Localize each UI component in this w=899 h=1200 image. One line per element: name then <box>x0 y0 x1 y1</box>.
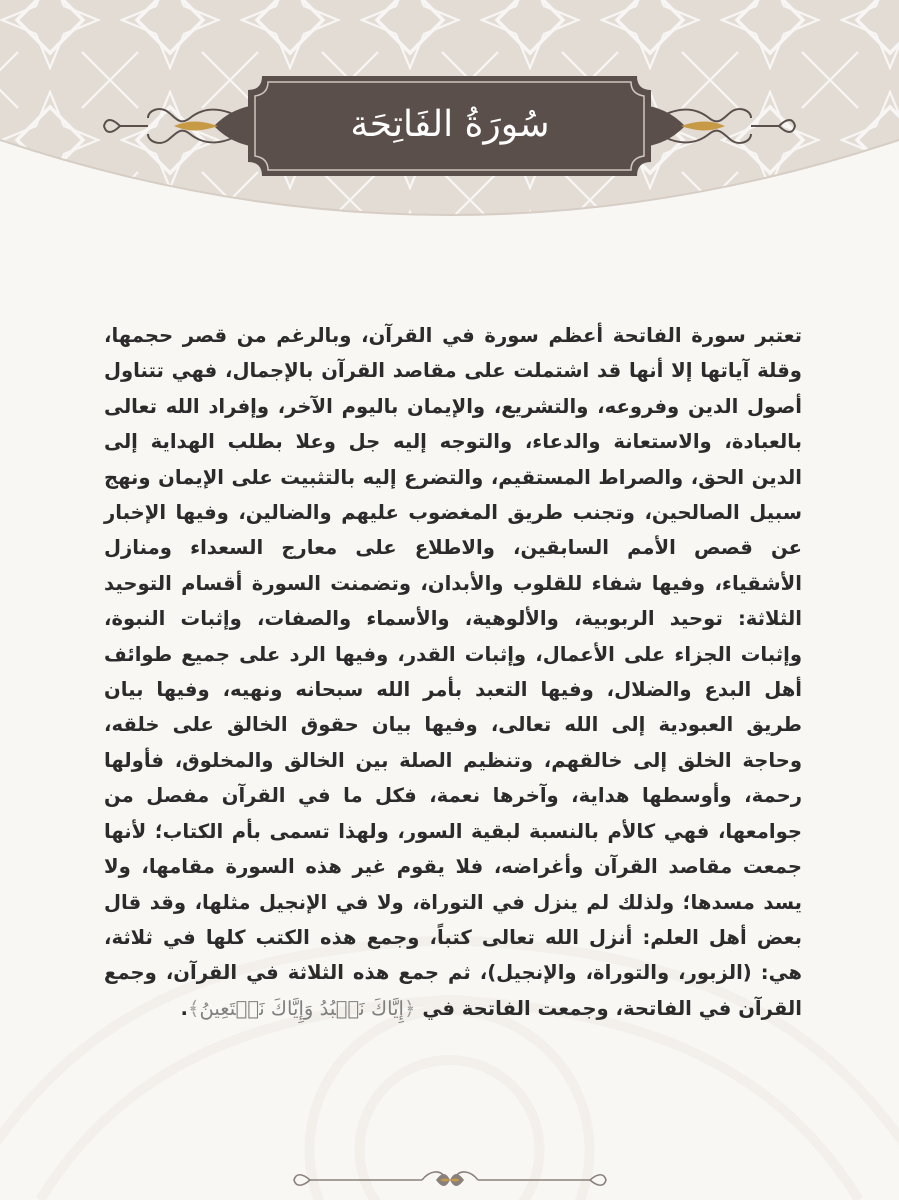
body-paragraph <box>104 318 802 1026</box>
verse-close-bracket: ﴾ <box>188 996 200 1020</box>
footer-ornament <box>290 1160 610 1200</box>
title-plate <box>250 76 650 172</box>
end-mark: . <box>180 996 188 1020</box>
body-text: تعتبر سورة الفاتحة أعظم سورة في القرآن، وبالرغم من قصر حجمها، وقلة آياتها إلا أنها قد اشتملت على مقاصد القرآن بالإجمال، فهي تتناول أصول الدين وفروعه، والتشريع، والإيمان باليوم الآخر، وإفراد الله تعالى بالعبادة، والاستعانة والدعاء، والتوجه إليه جل وعلا بطلب الهداية إلى الدين الحق، والصراط المستقيم، والتضرع إليه بالتثبيت على الإيمان ونهج سبيل الصالحين، وتجنب طريق المغضوب عليهم والضالين، وفيها الإخبار عن قصص الأمم السابقين، والاطلاع على معارج السعداء ومنازل الأشقياء، وفيها شفاء للقلوب والأبدان، وتضمنت السورة أقسام التوحيد الثلاثة: توحيد الربوبية، والألوهية، والأسماء والصفات، وإثبات النبوة، وإثبات الجزاء على الأعمال، وإثبات القدر، وفيها الرد على جميع طوائف أهل البدع والضلال، وفيها التعبد بأمر الله سبحانه ونهيه، وفيها بيان طريق العبودية إلى الله تعالى، وفيها بيان حقوق الخالق على خلقه، وحاجة الخلق إلى خالقهم، وتنظيم الصلة بين الخالق والمخلوق، فأولها رحمة، وأوسطها هداية، وآخرها نعمة، فكل ما في القرآن مفصل من جوامعها، فهي كالأم بالنسبة لبقية السور، ولهذا تسمى بأم الكتاب؛ لأنها جمعت مقاصد القرآن وأغراضه، فلا يقوم غير هذه السورة مقامها، ولا يسد مسدها؛ ولذلك لم ينزل في التوراة، ولا في الإنجيل مثلها، وقد قال بعض أهل العلم: أنزل الله تعالى كتباً، وجمع هذه الكتب كلها في ثلاثة، هي: (الزبور، والتوراة، والإنجيل)، ثم جمع هذه الثلاثة في القرآن، وجمع القرآن في الفاتحة، وجمعت الفاتحة في <box>104 324 802 1020</box>
verse-open-bracket: ﴿ <box>404 996 416 1020</box>
page-title: سُورَةُ الفَاتِحَة <box>350 103 550 145</box>
quran-verse: إِيَّاكَ نَعۡبُدُ وَإِيَّاكَ نَسۡتَعِينُ <box>199 996 404 1020</box>
title-cartouche <box>0 66 899 186</box>
